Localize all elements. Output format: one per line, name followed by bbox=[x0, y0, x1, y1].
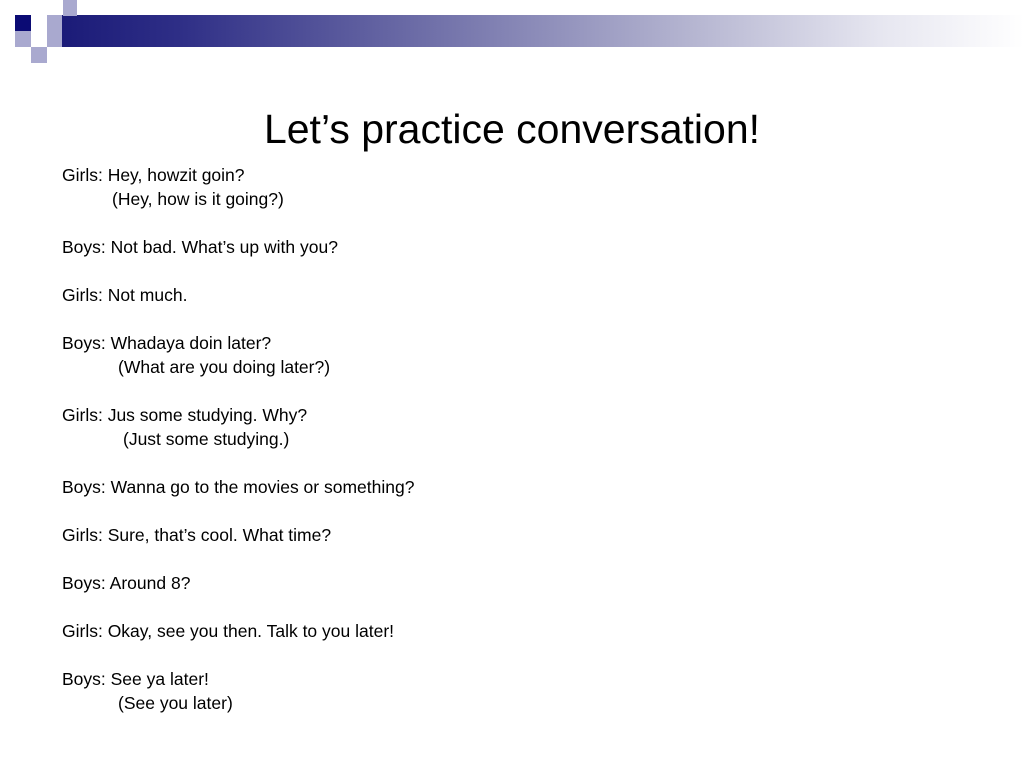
dialogue-translation: (Just some studying.) bbox=[123, 429, 290, 449]
spacer bbox=[62, 499, 962, 523]
spacer bbox=[62, 595, 962, 619]
dialogue-line: Girls: Sure, that’s cool. What time? bbox=[62, 525, 332, 545]
header-square-light bbox=[15, 31, 31, 47]
dialogue-line: Boys: Wanna go to the movies or something? bbox=[62, 477, 415, 497]
dialogue-line: Boys: Whadaya doin later? bbox=[62, 333, 272, 353]
dialogue-line: Boys: See ya later! bbox=[62, 669, 209, 689]
spacer bbox=[62, 211, 962, 235]
dialogue-line: Girls: Hey, howzit goin? bbox=[62, 165, 245, 185]
dialogue-translation: (Hey, how is it going?) bbox=[112, 189, 284, 209]
slide-title: Let’s practice conversation! bbox=[263, 106, 761, 152]
dialogue-line: Girls: Okay, see you then. Talk to you later! bbox=[62, 621, 395, 641]
spacer bbox=[62, 451, 962, 475]
header-square-light bbox=[31, 47, 47, 63]
dialogue-line: Boys: Around 8? bbox=[62, 573, 191, 593]
spacer bbox=[62, 379, 962, 403]
header-square-white bbox=[31, 15, 47, 31]
header-square-light bbox=[63, 0, 77, 16]
dialogue-translation: (What are you doing later?) bbox=[118, 357, 331, 377]
header-gradient-bar bbox=[62, 15, 1024, 47]
dialogue-line: Boys: Not bad. What’s up with you? bbox=[62, 237, 338, 257]
dialogue-line: Girls: Not much. bbox=[62, 285, 188, 305]
spacer bbox=[62, 547, 962, 571]
spacer bbox=[62, 259, 962, 283]
header-square-dark bbox=[15, 15, 31, 31]
dialogue-line: Girls: Jus some studying. Why? bbox=[62, 405, 308, 425]
spacer bbox=[62, 307, 962, 331]
header-square-light bbox=[47, 15, 62, 31]
dialogue-block bbox=[62, 163, 962, 715]
dialogue-translation: (See you later) bbox=[118, 693, 233, 713]
header-square-light bbox=[47, 31, 62, 47]
spacer bbox=[62, 643, 962, 667]
